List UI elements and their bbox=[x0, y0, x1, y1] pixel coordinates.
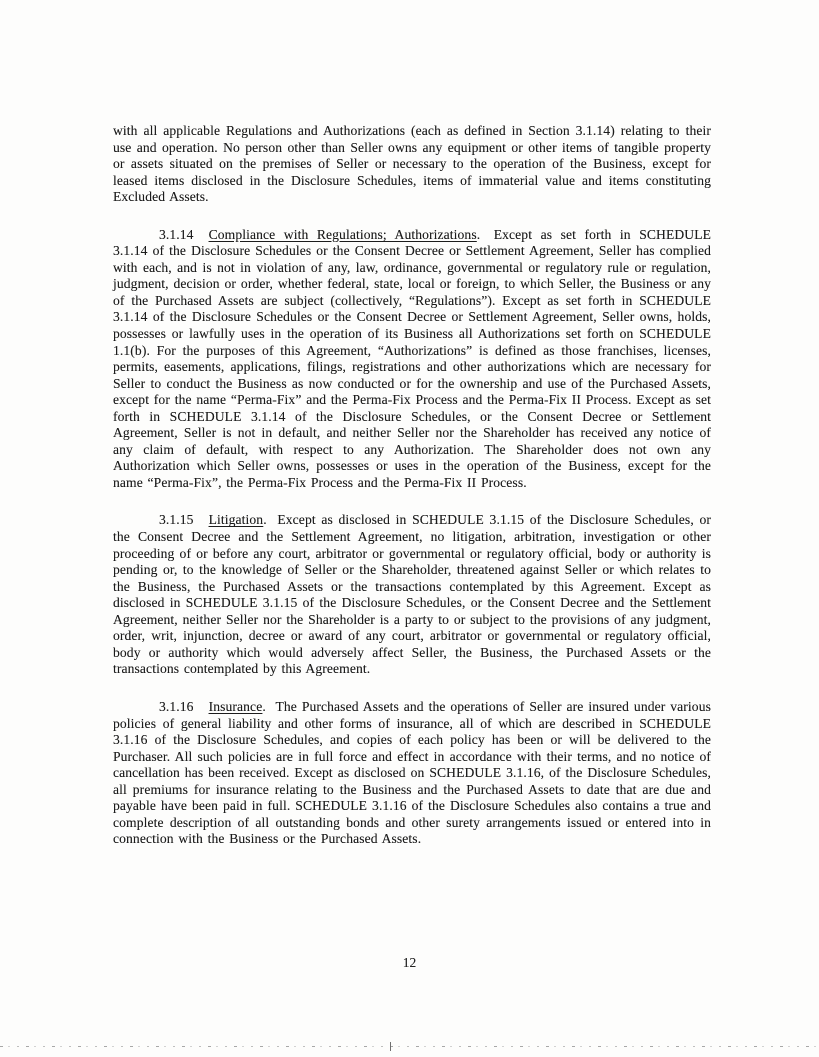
paragraph-continuation-text: with all applicable Regulations and Authorizations (each as defined in Section 3.1.14) relating to their use and operation. No person other than Seller owns any equipment or other items of tangible property or assets situated on the premises of Seller or necessary to the operation of the Business, except for leased items disclosed in the Disclosure Schedules, items of immaterial value and items constituting Excluded Assets. bbox=[113, 123, 711, 205]
section-number: 3.1.15 bbox=[159, 512, 194, 528]
section-3-1-14 bbox=[113, 227, 711, 492]
section-number: 3.1.14 bbox=[159, 226, 194, 242]
section-body-text: Except as disclosed in SCHEDULE 3.1.15 of the Disclosure Schedules, or the Consent Decree and the Settlement Agreement, no litigation, arbitration, investigation or other proceeding of or before any court, arbitrator or governmental or regulatory official, body or authority is pending or, to the knowledge of Seller or the Shareholder, threatened against Seller or which relates to the Business, the Purchased Assets or the transactions contemplated by this Agreement. Except as disclosed in SCHEDULE 3.1.15 of the Disclosure Schedules, or the Consent Decree and the Settlement Agreement, neither Seller nor the Shareholder is a party to or subject to the provisions of any judgment, order, writ, injunction, decree or award of any court, arbitrator or governmental or regulatory official, body or authority which would adversely affect Seller, the Business, the Purchased Assets or the transactions contemplated by this Agreement. bbox=[113, 512, 711, 677]
section-body-text: Except as set forth in SCHEDULE 3.1.14 of the Disclosure Schedules or the Consent Decree or Settlement Agreement, Seller has complied with each, and is not in violation of any, law, ordinance, governmental or regulatory rule or regulation, judgment, decision or order, whether federal, state, local or foreign, to which Seller, the Business or any of the Purchased Assets are subject (collectively, “Regulations”). Except as set forth in SCHEDULE 3.1.14 of the Disclosure Schedules or the Consent Decree or Settlement Agreement, Seller owns, holds, possesses or lawfully uses in the operation of its Business all Authorizations set forth on SCHEDULE 1.1(b). For the purposes of this Agreement, “Authorizations” is defined as those franchises, licenses, permits, easements, applications, filings, registrations and other authorizations which are necessary for Seller to conduct the Business as now conducted or for the ownership and use of the Purchased Assets, except for the name “Perma-Fix” and the Perma-Fix Process and the Perma-Fix II Process. Except as set forth in SCHEDULE 3.1.14 of the Disclosure Schedules, or the Consent Decree or Settlement Agreement, Seller is not in default, and neither Seller nor the Shareholder has received any notice of any claim of default, with respect to any Authorization. The Shareholder does not own any Authorization which Seller owns, possesses or uses in the operation of the Business, except for the name “Perma-Fix”, the Perma-Fix Process and the Perma-Fix II Process. bbox=[113, 226, 711, 490]
document-body bbox=[113, 123, 711, 869]
section-heading: Compliance with Regulations; Authorizations bbox=[208, 226, 477, 242]
section-number: 3.1.16 bbox=[159, 698, 194, 714]
page-number: 12 bbox=[402, 955, 417, 970]
scan-artifact-line bbox=[0, 1045, 819, 1048]
section-3-1-15 bbox=[113, 512, 711, 677]
paragraph-continuation bbox=[113, 123, 711, 206]
section-heading: Litigation bbox=[208, 512, 264, 528]
scan-artifact-tick bbox=[390, 1042, 391, 1051]
section-heading-period: . bbox=[476, 226, 481, 242]
section-body-text: The Purchased Assets and the operations of Seller are insured under various policies of general liability and other forms of insurance, all of which are described in SCHEDULE 3.1.16 of the Disclosure Schedules, and copies of each policy has been or will be delivered to the Purchaser. All such policies are in full force and effect in accordance with their terms, and no notice of cancellation has been received. Except as disclosed on SCHEDULE 3.1.16, of the Disclosure Schedules, all premiums for insurance relating to the Business and the Purchased Assets to date that are due and payable have been paid in full. SCHEDULE 3.1.16 of the Disclosure Schedules also contains a true and complete description of all outstanding bonds and other surety arrangements issued or entered into in connection with the Business or the Purchased Assets. bbox=[113, 698, 711, 847]
section-heading-period: . bbox=[262, 698, 266, 714]
section-3-1-16 bbox=[113, 699, 711, 848]
section-heading: Insurance bbox=[208, 698, 263, 714]
section-heading-period: . bbox=[263, 512, 267, 528]
